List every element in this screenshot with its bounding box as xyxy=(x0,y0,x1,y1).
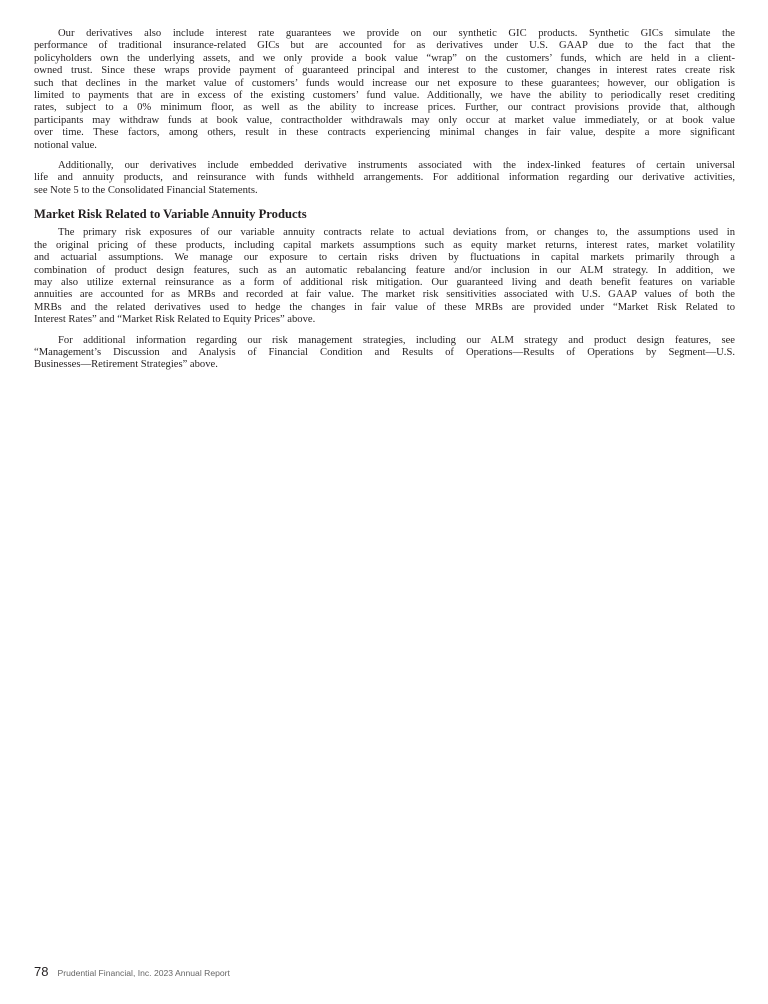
section-heading: Market Risk Related to Variable Annuity Products xyxy=(34,207,307,222)
page-number: 78 xyxy=(34,964,49,979)
text-line: limited to payments that are in excess of the existing customers’ fund value. Additionally, we have the ability to periodically reset crediting xyxy=(34,90,735,102)
text-line: Additionally, our derivatives include embedded derivative instruments associated with the index-linked features of certain universal xyxy=(58,160,735,172)
text-line: notional value. xyxy=(34,139,97,151)
text-line: owned trust. Since these wraps provide payment of guaranteed principal and interest to the customer, changes in interest rates create risk xyxy=(34,65,735,77)
text-line: may also utilize external reinsurance as a form of additional risk mitigation. Our guaranteed living and death benefit features on variable xyxy=(34,276,735,288)
footer-text: Prudential Financial, Inc. 2023 Annual Report xyxy=(57,968,230,978)
text-line: combination of product design features, such as an automatic rebalancing feature and/or inclusion in our ALM strategy. In addition, we xyxy=(34,264,735,276)
text-line: over time. These factors, among others, result in these contracts experiencing minimal changes in fair value, despite a more significant xyxy=(34,127,735,139)
page-footer xyxy=(34,964,230,979)
text-line: see Note 5 to the Consolidated Financial Statements. xyxy=(34,184,258,196)
text-line: For additional information regarding our risk management strategies, including our ALM strategy and product design features, see xyxy=(58,334,735,346)
paragraph xyxy=(34,28,735,152)
intro-paragraphs xyxy=(34,28,735,197)
text-line: policyholders own the underlying assets, and we only provide a book value “wrap” on the customers’ funds, which are held in a client- xyxy=(34,52,735,64)
text-line: Businesses—Retirement Strategies” above. xyxy=(34,359,218,371)
text-line: performance of traditional insurance-related GICs but are accounted for as derivatives under U.S. GAAP due to the fact that the xyxy=(34,40,735,52)
text-line: such that declines in the market value of customers’ funds would increase our net exposure to these guarantees; however, our obligation is xyxy=(34,77,735,89)
text-line: The primary risk exposures of our variable annuity contracts relate to actual deviations from, or changes to, the assumptions used in xyxy=(58,227,735,239)
paragraph xyxy=(34,335,735,372)
text-line: and actuarial assumptions. We manage our exposure to certain risks driven by fluctuations in capital markets primarily through a xyxy=(34,252,735,264)
text-line: Our derivatives also include interest rate guarantees we provide on our synthetic GIC products. Synthetic GICs simulate the xyxy=(58,28,735,39)
text-line: “Management’s Discussion and Analysis of Financial Condition and Results of Operations—Results of Operations by Segment—U.S. xyxy=(34,346,735,358)
text-line: annuities are accounted for as MRBs and recorded at fair value. The market risk sensitivities associated with U.S. GAAP values of both the xyxy=(34,289,735,301)
text-line: the original pricing of these products, including capital markets assumptions such as equity market returns, interest rates, market volatility xyxy=(34,239,735,251)
text-line: MRBs and the related derivatives used to hedge the changes in fair value of these MRBs are provided under “Market Risk Related to xyxy=(34,301,735,313)
text-line: Interest Rates” and “Market Risk Related to Equity Prices” above. xyxy=(34,314,316,326)
section-paragraphs xyxy=(34,227,735,371)
text-line: life and annuity products, and reinsurance with funds withheld arrangements. For additional information regarding our derivative activities, xyxy=(34,172,735,184)
page-body xyxy=(34,28,735,380)
text-line: participants may withdraw funds at book value, contractholder withdrawals may only occur at market value immediately, or at book value xyxy=(34,114,735,126)
text-line: rates, subject to a 0% minimum floor, as well as the ability to increase prices. Further, our contract provisions provide that, although xyxy=(34,102,735,114)
paragraph xyxy=(34,227,735,326)
paragraph xyxy=(34,160,735,197)
